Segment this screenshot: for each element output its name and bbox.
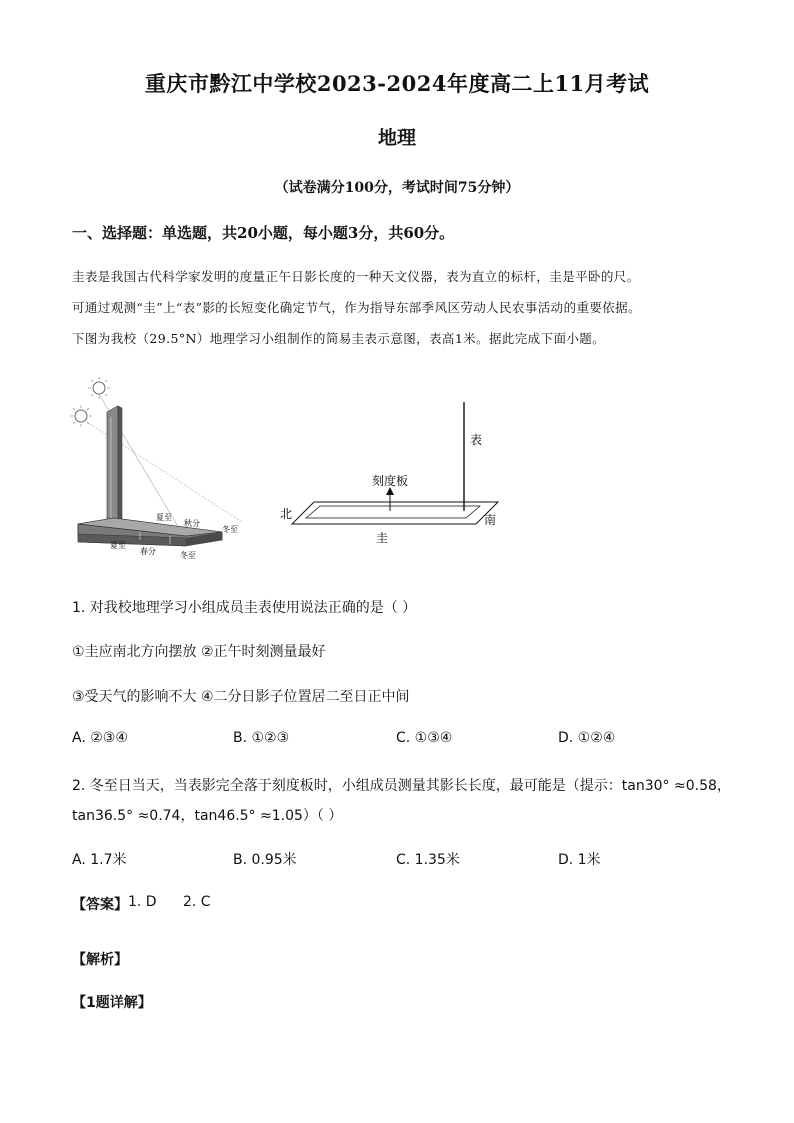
label-gui: 圭 — [376, 531, 389, 545]
subject-title: 地理 — [377, 127, 416, 149]
q1-option-b: B. ①②③ — [233, 730, 290, 746]
label-kedu: 刻度板 — [372, 474, 409, 488]
q1-statements-2: ③受天气的影响不大 ④二分日影子位置居二至日正中间 — [72, 689, 410, 705]
q1-option-c: C. ①③④ — [396, 730, 453, 746]
q2-option-b: B. 0.95米 — [233, 852, 297, 868]
exam-note: （试卷满分100分，考试时间75分钟） — [274, 180, 520, 196]
section-heading: 一、选择题：单选题，共20小题，每小题3分，共60分。 — [72, 224, 455, 242]
exam-title: 重庆市黔江中学校2023-2024年度高二上11月考试 — [144, 71, 650, 96]
passage-line-2: 可通过观测“圭”上“表”影的长短变化确定节气，作为指导东部季风区劳动人民农事活动的重要依据。 — [72, 300, 641, 315]
label-nan: 南 — [484, 513, 497, 527]
label-biao: 表 — [470, 433, 483, 447]
label-qiufen: 秋分 — [184, 519, 200, 528]
answer-label: 【答案】 — [72, 897, 128, 913]
label-dongzhi-right: 冬至 — [222, 525, 238, 534]
label-xiazhi-bottom: 夏至 — [110, 541, 126, 550]
sun-icon — [88, 377, 110, 399]
analysis-detail-1: 【1题详解】 — [72, 995, 152, 1011]
q1-option-d: D. ①②④ — [558, 730, 616, 746]
sun-icon — [70, 405, 92, 427]
label-bei: 北 — [280, 507, 293, 521]
q2-option-d: D. 1米 — [558, 852, 601, 868]
q1-statements-1: ①圭应南北方向摆放 ②正午时刻测量最好 — [72, 644, 326, 660]
passage-line-1: 圭表是我国古代科学家发明的度量正午日影长度的一种天文仪器，表为直立的标杆，圭是平卧的尺。 — [72, 269, 640, 284]
q1-option-a: A. ②③④ — [72, 730, 128, 746]
analysis-label: 【解析】 — [72, 952, 128, 968]
q1-stem: 1. 对我校地理学习小组成员圭表使用说法正确的是（ ） — [72, 600, 417, 616]
q2-stem-line-2: tan36.5° ≈0.74，tan46.5° ≈1.05）（ ） — [72, 808, 343, 824]
answer-q1: 1. D — [128, 894, 157, 910]
q2-stem-line-1: 2. 冬至日当天，当表影完全落于刻度板时，小组成员测量其影长长度，最可能是（提示：tan30° ≈0.58， — [72, 778, 731, 794]
gnomon-schematic — [270, 398, 510, 548]
label-dongzhi-bottom: 冬至 — [180, 551, 196, 560]
answer-q2: 2. C — [183, 894, 211, 910]
q2-option-a: A. 1.7米 — [72, 852, 127, 868]
label-xiazhi-top: 夏至 — [156, 513, 172, 522]
label-chunfen: 春分 — [140, 547, 156, 556]
q2-option-c: C. 1.35米 — [396, 852, 460, 868]
passage-line-3: 下图为我校（29.5°N）地理学习小组制作的简易圭表示意图，表高1米。据此完成下面小题。 — [72, 331, 606, 346]
gnomon-illustration — [70, 372, 250, 562]
